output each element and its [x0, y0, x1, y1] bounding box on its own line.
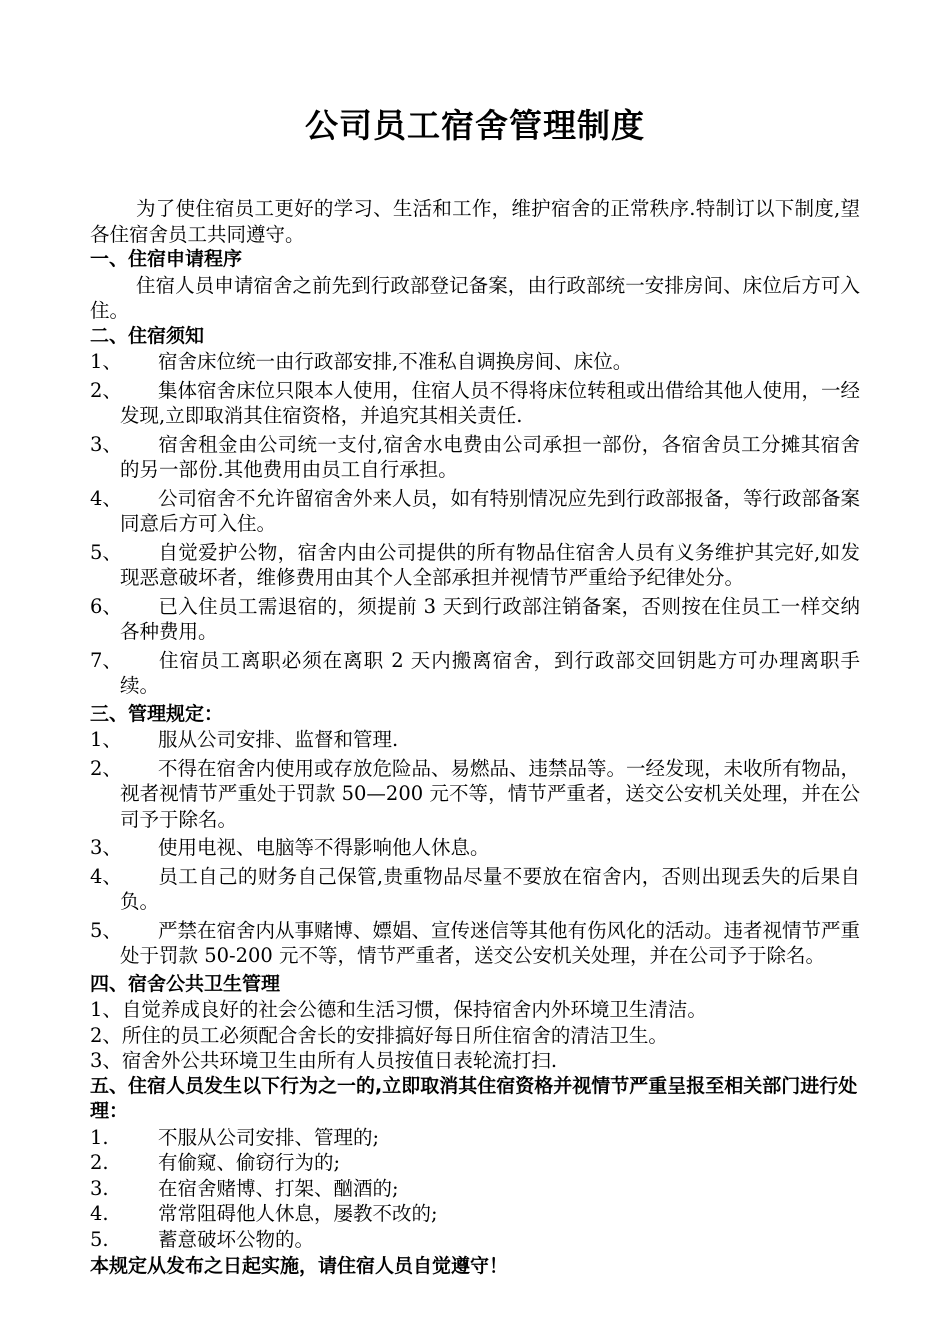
- list-item: [90, 835, 860, 861]
- list-item: [90, 864, 860, 915]
- list-item: 3、宿舍外公共环境卫生由所有人员按值日表轮流打扫.: [90, 1049, 558, 1072]
- item-number: 2、: [90, 756, 122, 780]
- list-item: 2、所住的员工必须配合舍长的安排搞好每日所住宿舍的清洁卫生。: [90, 1023, 668, 1047]
- item-text: 不服从公司安排、管理的;: [158, 1125, 380, 1149]
- list-item: [90, 486, 860, 537]
- item-number: 3.: [90, 1176, 109, 1200]
- list-item: [90, 1176, 860, 1202]
- item-text: 使用电视、电脑等不得影响他人休息。: [158, 836, 490, 859]
- list-item: [90, 349, 860, 375]
- item-number: 4、: [90, 486, 122, 510]
- item-number: 3、: [90, 432, 122, 456]
- list-item: [90, 918, 860, 969]
- item-number: 1.: [90, 1125, 109, 1149]
- item-number: 1、: [90, 350, 122, 373]
- list-item: [90, 756, 860, 833]
- item-number: 2、: [90, 378, 122, 402]
- section-1-heading: 一、住宿申请程序: [90, 248, 243, 270]
- item-text: 已入住员工需退宿的，须提前 3 天到行政部注销备案，否则按在住员工一样交纳各种费用。: [120, 594, 860, 643]
- list-item: [90, 648, 860, 699]
- section-4-heading: 四、宿舍公共卫生管理: [90, 972, 281, 995]
- list-item: [90, 594, 860, 645]
- list-item: [90, 540, 860, 591]
- item-text: 常常阻碍他人休息，屡教不改的;: [158, 1202, 438, 1225]
- item-text: 宿舍租金由公司统一支付,宿舍水电费由公司承担一部份，各宿舍员工分摊其宿舍的另一部份.其他费用由员工自行承担。: [120, 432, 860, 481]
- item-text: 员工自己的财务自己保管,贵重物品尽量不要放在宿舍内，否则出现丢失的后果自负。: [120, 864, 860, 913]
- item-number: 6、: [90, 594, 122, 618]
- item-text: 公司宿舍不允许留宿舍外来人员，如有特别情况应先到行政部报备，等行政部备案同意后方可入住。: [120, 486, 861, 535]
- item-text: 有偷窥、偷窃行为的;: [158, 1151, 341, 1174]
- item-number: 5、: [90, 918, 122, 942]
- item-text: 自觉爱护公物，宿舍内由公司提供的所有物品住宿舍人员有义务维护其完好,如发现恶意破坏者，维修费用由其个人全部承担并视情节严重给予纪律处分。: [120, 540, 860, 589]
- item-text: 蓄意破坏公物的。: [158, 1227, 315, 1251]
- item-text: 服从公司安排、监督和管理.: [158, 728, 399, 751]
- section-5-heading: 五、住宿人员发生以下行为之一的,立即取消其住宿资格并视情节严重呈报至相关部门进行处理：: [90, 1074, 858, 1122]
- item-text: 在宿舍赌博、打架、酗酒的;: [158, 1176, 399, 1200]
- list-item: [90, 378, 860, 429]
- item-number: 3、: [90, 836, 122, 859]
- list-item: [90, 432, 860, 483]
- section-2-heading: 二、住宿须知: [90, 324, 205, 347]
- list-item: [90, 1125, 860, 1151]
- item-text: 不得在宿舍内使用或存放危险品、易燃品、违禁品等。一经发现，未收所有物品，视者视情节严重处于罚款 50—200 元不等，情节严重者，送交公安机关处理，并在公司予于除名。: [120, 756, 861, 831]
- list-item: 1、自觉养成良好的社会公德和生活习惯，保持宿舍内外环境卫生清洁。: [90, 998, 707, 1021]
- section-3-heading: 三、管理规定：: [90, 702, 224, 725]
- item-number: 5.: [90, 1227, 109, 1251]
- item-text: 住宿员工离职必须在离职 2 天内搬离宿舍，到行政部交回钥匙方可办理离职手续。: [120, 648, 860, 697]
- list-item: [90, 727, 860, 753]
- document-body: [90, 196, 860, 1280]
- item-number: 4.: [90, 1202, 109, 1225]
- list-item: [90, 1150, 860, 1176]
- item-text: 集体宿舍床位只限本人使用，住宿人员不得将床位转租或出借给其他人使用，一经发现,立即取消其住宿资格，并追究其相关责任.: [120, 378, 861, 427]
- closing-statement: 本规定从发布之日起实施，请住宿人员自觉遵守！: [90, 1255, 509, 1277]
- item-text: 严禁在宿舍内从事赌博、嫖娼、宣传迷信等其他有伤风化的活动。违者视情节严重处于罚款 50-200 元不等，情节严重者，送交公安机关处理，并在公司予于除名。: [120, 918, 861, 967]
- item-number: 2.: [90, 1151, 109, 1174]
- item-number: 1、: [90, 728, 122, 751]
- list-item: [90, 1227, 860, 1253]
- intro-paragraph: 为了使住宿员工更好的学习、生活和工作，维护宿舍的正常秩序.特制订以下制度,望各住宿舍员工共同遵守。: [90, 197, 860, 246]
- item-number: 4、: [90, 864, 122, 888]
- document-title: 公司员工宿舍管理制度: [305, 106, 645, 145]
- section-1-paragraph: 住宿人员申请宿舍之前先到行政部登记备案，由行政部统一安排房间、床位后方可入住。: [90, 273, 860, 322]
- item-number: 7、: [90, 648, 122, 672]
- item-text: 宿舍床位统一由行政部安排,不准私自调换房间、床位。: [158, 350, 633, 373]
- item-number: 5、: [90, 540, 122, 564]
- list-item: [90, 1201, 860, 1227]
